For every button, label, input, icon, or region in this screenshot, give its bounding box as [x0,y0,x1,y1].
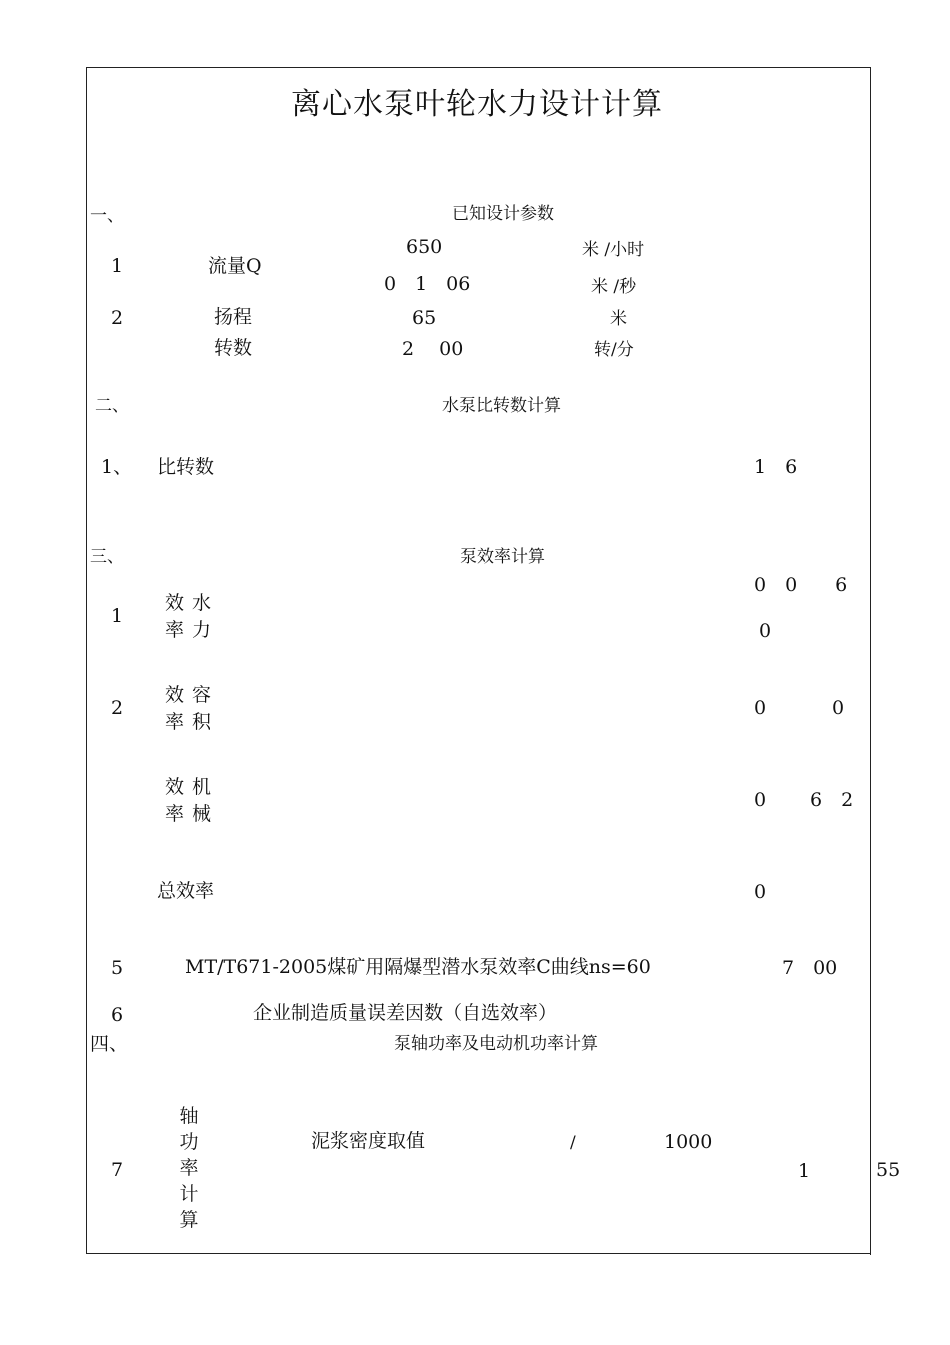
mechanical-efficiency-value: 0 [754,789,767,811]
slurry-density-label: 泥浆密度取值 [311,1130,426,1152]
speed-value: 2 00 [402,338,464,360]
volumetric-efficiency-value2: 0 [832,697,845,719]
head-unit: 米 [610,309,627,329]
efficiency-col2: 机 械 [192,776,212,825]
total-efficiency-label: 总效率 [157,880,215,902]
right-border-mark [870,425,871,545]
standard-curve-value: 7 00 [782,957,838,979]
section-number: 四、 [90,1033,129,1055]
section-heading: 已知设计参数 [452,204,554,224]
flow-value-hour: 650 [406,236,443,258]
row-number: 5 [111,957,124,979]
section-number: 三、 [90,547,124,567]
flow-unit-hour: 米 /小时 [582,240,645,260]
row-number: 2 [111,697,124,719]
efficiency-col1: 效 率 [165,592,185,641]
section-number: 一、 [90,206,124,226]
standard-curve-label: MT/T671-2005煤矿用隔爆型潜水泵效率C曲线ns=60 [185,956,651,978]
head-label: 扬程 [214,306,253,328]
specific-speed-label: 比转数 [157,456,215,478]
efficiency-col2: 水 力 [192,592,212,641]
shaft-power-value: 1 [798,1160,811,1182]
row-number: 1、 [101,456,133,478]
row-number: 6 [111,1004,124,1026]
hydraulic-efficiency-value: 0 0 6 [754,574,848,596]
document-frame [86,67,871,1254]
efficiency-col1: 效 率 [165,776,185,825]
volumetric-efficiency-value: 0 [754,697,767,719]
specific-speed-value: 1 6 [754,456,798,478]
right-border-mark [870,165,871,200]
efficiency-col2: 容 积 [192,684,212,733]
row-number: 1 [111,255,124,277]
row-number: 2 [111,307,124,329]
flow-label: 流量Q [208,255,262,277]
speed-unit: 转/分 [594,340,634,360]
mechanical-efficiency-value2: 6 2 [810,789,854,811]
shaft-power-vertical-label: 轴 功 率 计 算 [179,1105,199,1231]
speed-label: 转数 [214,337,253,359]
section-heading: 泵效率计算 [460,547,545,567]
error-factor-label: 企业制造质量误差因数（自选效率） [253,1002,558,1024]
right-border-mark [870,365,871,395]
section-number: 二、 [95,396,129,416]
slurry-density-value: 1000 [664,1131,713,1153]
flow-value-second: 0 1 06 [384,273,471,295]
hydraulic-efficiency-value2: 0 [759,620,772,642]
head-value: 65 [412,307,437,329]
flow-unit-second: 米 /秒 [591,277,637,297]
section-heading: 水泵比转数计算 [442,396,561,416]
total-efficiency-value: 0 [754,881,767,903]
page-title: 离心水泵叶轮水力设计计算 [291,87,663,122]
shaft-power-side-value: 55 [876,1159,901,1181]
slash-separator: / [570,1133,576,1153]
row-number: 7 [111,1159,124,1181]
efficiency-col1: 效 率 [165,684,185,733]
section-heading: 泵轴功率及电动机功率计算 [394,1034,598,1054]
right-border-mark [870,1060,871,1255]
row-number: 1 [111,605,124,627]
